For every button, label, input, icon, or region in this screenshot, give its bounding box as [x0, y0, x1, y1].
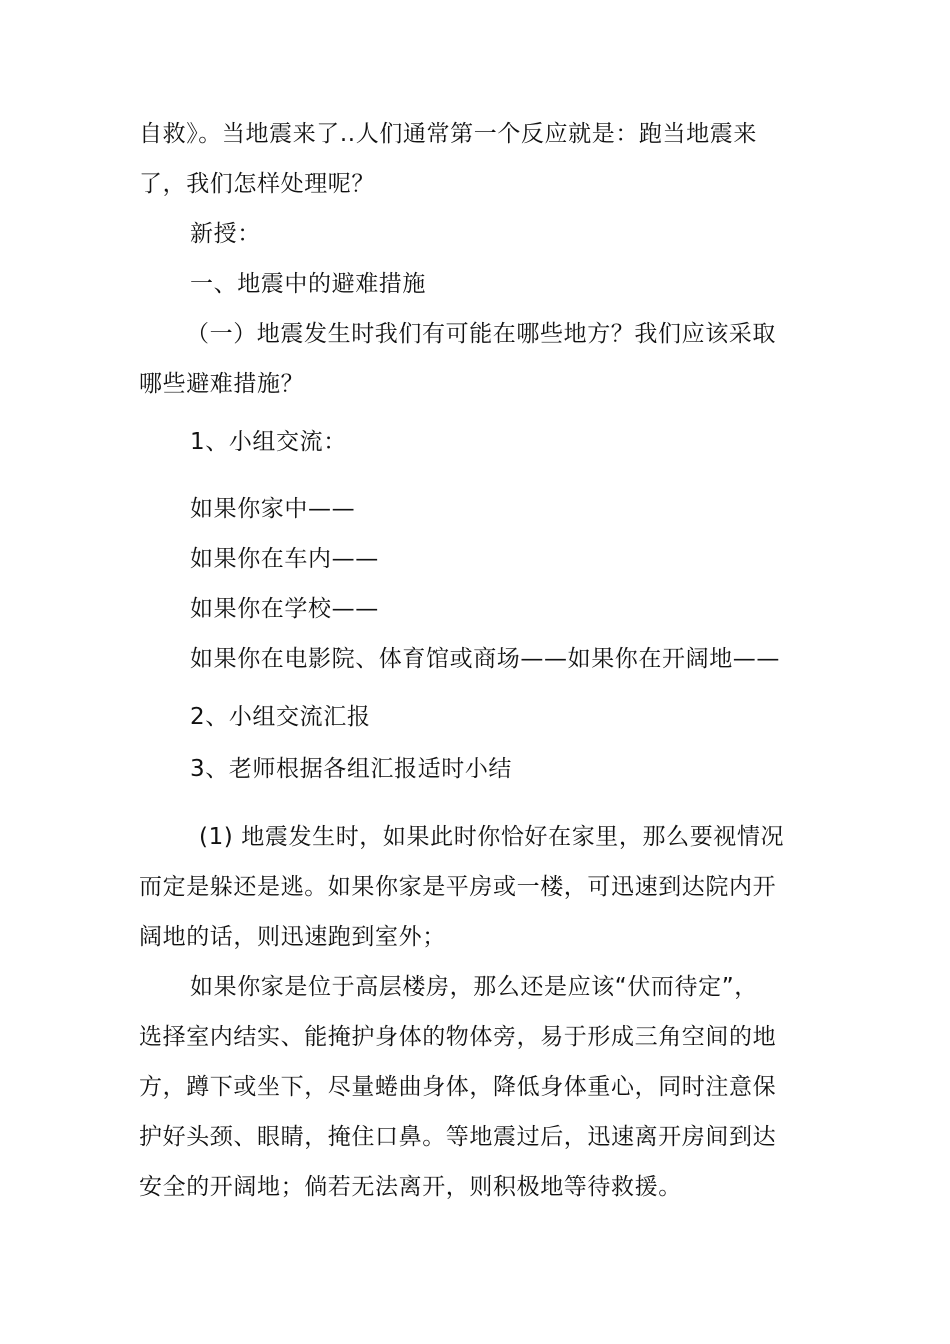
- paragraph-line: 如果你家是位于高层楼房，那么还是应该“伏而待定”，: [190, 974, 758, 1000]
- list-item: 2、小组交流汇报: [190, 704, 371, 730]
- list-item: 如果你在电影院、体育馆或商场——如果你在开阔地——: [190, 646, 780, 672]
- list-item: 3、老师根据各组汇报适时小结: [190, 756, 513, 782]
- list-item: 如果你在学校——: [190, 596, 379, 622]
- paragraph-line: 方，蹲下或坐下，尽量蜷曲身体，降低身体重心，同时注意保: [139, 1074, 777, 1100]
- list-item: 如果你家中——: [190, 496, 356, 522]
- list-item: 如果你在车内——: [190, 546, 379, 572]
- paragraph-line: 选择室内结实、能掩护身体的物体旁，易于形成三角空间的地: [139, 1024, 777, 1050]
- paragraph-line: (1) 地震发生时，如果此时你恰好在家里，那么要视情况: [199, 824, 785, 850]
- paragraph-line: 阔地的话，则迅速跑到室外；: [139, 924, 446, 950]
- paragraph-line: 护好头颈、眼睛，掩住口鼻。等地震过后，迅速离开房间到达: [139, 1124, 777, 1150]
- paragraph-line: 了，我们怎样处理呢？: [139, 171, 375, 197]
- paragraph-line: 自救》。当地震来了..人们通常第一个反应就是：跑当地震来: [139, 121, 757, 147]
- section-label: 新授：: [190, 221, 261, 247]
- subsection-heading-cont: 哪些避难措施？: [139, 371, 305, 397]
- paragraph-line: 而定是躲还是逃。如果你家是平房或一楼，可迅速到达院内开: [139, 874, 777, 900]
- paragraph-line: 安全的开阔地；倘若无法离开，则积极地等待救援。: [139, 1174, 682, 1200]
- list-item: 1、小组交流：: [190, 429, 347, 455]
- subsection-heading: （一）地震发生时我们有可能在哪些地方？我们应该采取: [186, 321, 776, 347]
- section-heading: 一、地震中的避难措施: [190, 271, 426, 297]
